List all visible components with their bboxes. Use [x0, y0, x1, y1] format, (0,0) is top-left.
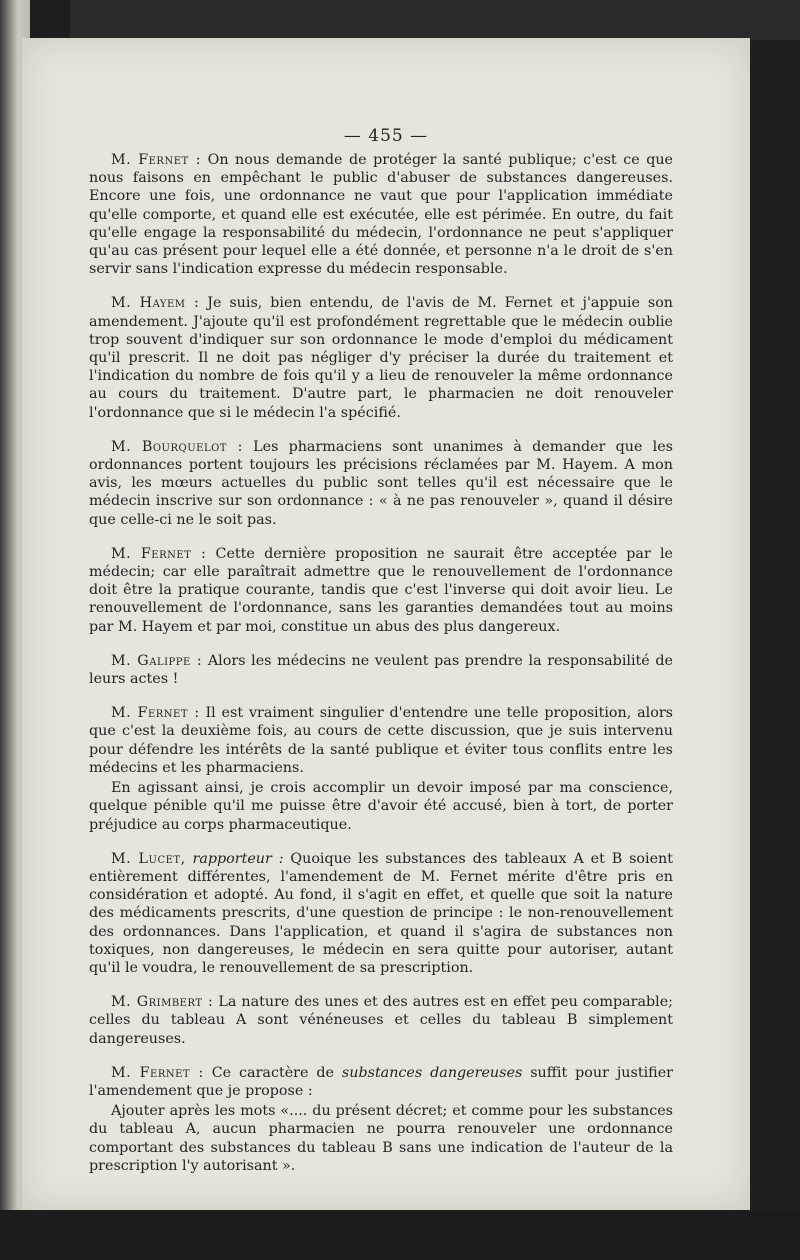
speaker-name: M. Fernet : [111, 1064, 204, 1081]
paragraph-text-before: Ce caractère de [211, 1064, 334, 1081]
page-body [89, 151, 673, 1191]
paragraph-text: Je suis, bien entendu, de l'avis de M. Fernet et j'appuie son amendement. J'ajoute qu'il est profondément regrettable que le médecin oublie trop souvent d'indiquer sur son ordonnance le mode d'emploi du médicament qu'il prescrit. Il ne doit pas négliger d'y préciser la durée du traitement et l'indication du nombre de fois qu'il y a lieu de renouveler la même ordonnance au cours du traitement. D'autre part, le pharmacien ne doit renouveler l'ordonnance que si le médecin l'a spécifié. [89, 295, 674, 421]
paragraph-text-after: suffit pour justifier l'amendement que je propose : [89, 1064, 673, 1099]
paragraph-text: En agissant ainsi, je crois accomplir un devoir imposé par ma conscience, quelque pénible qu'il me puisse être d'avoir été accusé, bien à tort, de porter préjudice au corps pharmaceutique. [89, 780, 673, 833]
speaker-role: rapporteur : [192, 850, 284, 867]
paragraph-6 [89, 704, 673, 777]
speaker-name: M. Bourquelot : [111, 438, 243, 455]
speaker-name: M. Fernet : [111, 152, 202, 168]
speaker-name: M. Grimbert : [111, 994, 214, 1011]
paragraph-text: Quoique les substances des tableaux A et B soient entièrement différentes, l'amendement de M. Fernet mérite d'être pris en considération et adopté. Au fond, il s'agit en effet, et quelle que soit la nature des médicaments prescrits, d'une question de principe : le non-renouvellement des ordonnances. Dans l'application, et quand il s'agira de substances non toxiques, non dangereuses, le médecin en sera quitte pour autoriser, autant qu'il le voudra, le renouvellement de sa prescription. [89, 850, 674, 976]
document-page [22, 38, 750, 1210]
speaker-name: M. Hayem : [111, 295, 200, 312]
paragraph-11 [89, 1102, 673, 1175]
bottom-background [0, 1210, 800, 1260]
paragraph-1 [89, 151, 673, 278]
speaker-name: M. Fernet : [111, 545, 207, 562]
speaker-name: M. Fernet : [111, 705, 200, 722]
paragraph-3 [89, 438, 673, 529]
paragraph-text: Ajouter après les mots «.... du présent décret; et comme pour les substances du tableau A, aucun pharmacien ne pourra renouveler une ordonnance comportant des substances du tableau B sans une indication de l'auteur de la prescription l'y autorisant ». [89, 1103, 673, 1174]
page-number: — 455 — [343, 126, 429, 146]
right-background [750, 40, 800, 1260]
italic-phrase: substances dangereuses [341, 1064, 523, 1081]
paragraph-10 [89, 1064, 673, 1100]
paragraph-text: Les pharmaciens sont unanimes à demander que les ordonnances portent toujours les précisions réclamées par M. Hayem. A mon avis, les mœurs actuelles du public sont telles qu'il est nécessaire que le médecin inscrive sur son ordonnance : « à ne pas renouveler », quand il désire que celle-ci ne le soit pas. [89, 438, 673, 528]
speaker-name: M. Galippe : [111, 652, 203, 669]
paragraph-text: Alors les médecins ne veulent pas prendre la responsabilité de leurs actes ! [89, 652, 673, 688]
paragraph-text: Cette dernière proposition ne saurait être acceptée par le médecin; car elle paraîtrait admettre que le renouvellement de l'ordonnance doit être la pratique courante, tandis que c'est l'inverse qui doit avoir lieu. Le renouvellement de l'ordonnance, sans les garanties demandées tout au moins par M. Hayem et par moi, constitue un abus des plus dangereux. [89, 545, 673, 635]
paragraph-4 [89, 545, 673, 636]
paragraph-2 [89, 294, 673, 421]
paragraph-text: La nature des unes et des autres est en effet peu comparable; celles du tableau A sont vénéneuses et celles du tableau B simplement dangereuses. [89, 994, 673, 1047]
paragraph-5 [89, 652, 673, 688]
paragraph-9 [89, 993, 673, 1048]
paragraph-text: Il est vraiment singulier d'entendre une telle proposition, alors que c'est la deuxième fois, au cours de cette discussion, que je suis intervenu pour défendre les intérêts de la santé publique et éviter tous conflits entre les médecins et les pharmaciens. [89, 705, 673, 776]
paragraph-text: On nous demande de protéger la santé publique; c'est ce que nous faisons en empêchant le public d'abuser de substances dangereuses. Encore une fois, une ordonnance ne vaut que pour l'application immédiate qu'elle comporte, et quand elle est exécutée, elle est périmée. En outre, du fait qu'elle engage la responsabilité du médecin, l'ordonnance ne peut s'appliquer qu'au cas présent pour lequel elle a été donnée, et personne n'a le droit de s'en servir sans l'indication expresse du médecin responsable. [89, 152, 674, 278]
paragraph-8 [89, 850, 673, 977]
paragraph-7 [89, 779, 673, 834]
speaker-name: M. Lucet, [111, 850, 186, 867]
